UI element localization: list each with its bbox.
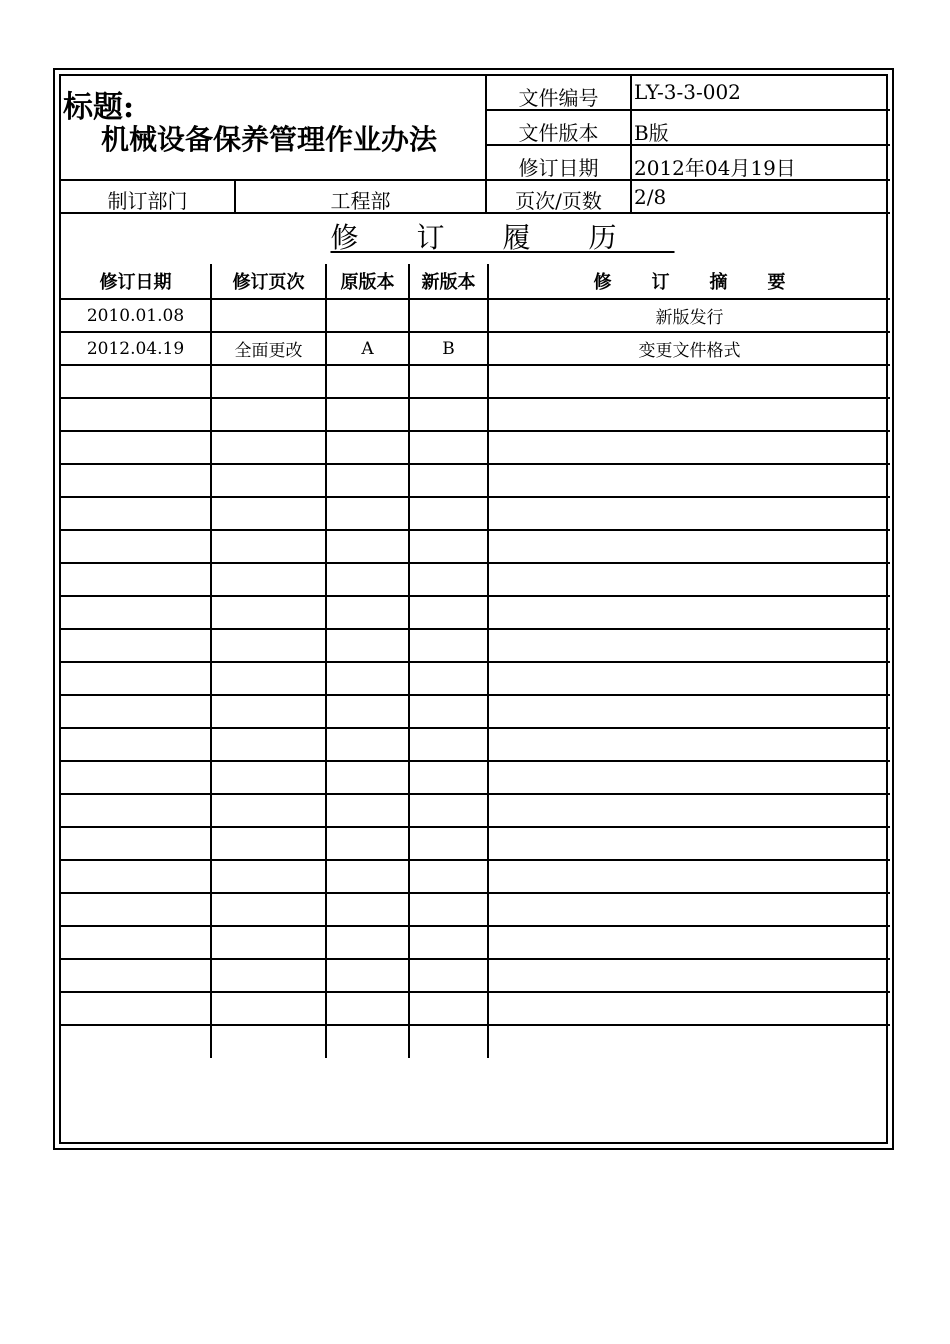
revision-page-cell (211, 398, 326, 431)
column-header-revision-page: 修订页次 (211, 264, 326, 299)
revision-date-cell (61, 761, 211, 794)
new-version-cell (409, 926, 488, 959)
summary-cell (488, 827, 890, 860)
old-version-cell (326, 629, 409, 662)
summary-cell: 变更文件格式 (488, 332, 890, 365)
old-version-cell (326, 761, 409, 794)
table-row (61, 299, 890, 332)
table-row-empty (61, 662, 890, 695)
revision-date-cell (61, 464, 211, 497)
summary-cell (488, 893, 890, 926)
new-version-cell (409, 827, 488, 860)
revision-page-cell (211, 431, 326, 464)
revision-date-cell (61, 860, 211, 893)
revision-page-cell (211, 992, 326, 1025)
revision-page-cell (211, 959, 326, 992)
column-header-new-version: 新版本 (409, 264, 488, 299)
summary-cell (488, 497, 890, 530)
column-header-summary: 修订摘要 (488, 264, 890, 299)
document-frame (53, 68, 894, 1150)
table-row-empty (61, 695, 890, 728)
old-version-cell (326, 695, 409, 728)
title-label: 标题: (63, 90, 135, 125)
old-version-cell (326, 728, 409, 761)
table-row (61, 332, 890, 365)
summary-cell (488, 629, 890, 662)
table-row-empty (61, 1025, 890, 1058)
new-version-cell (409, 464, 488, 497)
revision-history-title: 修订履历 (330, 221, 675, 254)
summary-cell (488, 761, 890, 794)
summary-cell (488, 992, 890, 1025)
revision-date-cell (61, 695, 211, 728)
new-version-cell (409, 431, 488, 464)
new-version-cell (409, 629, 488, 662)
old-version-cell (326, 992, 409, 1025)
revision-page-cell (211, 563, 326, 596)
revision-date-cell (61, 926, 211, 959)
revision-date-cell (61, 794, 211, 827)
revision-date-cell (61, 728, 211, 761)
summary-cell (488, 596, 890, 629)
table-row-empty (61, 860, 890, 893)
revision-page-cell (211, 299, 326, 332)
revision-page-cell (211, 728, 326, 761)
old-version-cell (326, 431, 409, 464)
revision-date-cell: 2010.01.08 (61, 299, 211, 332)
old-version-cell (326, 1025, 409, 1058)
column-header-old-version: 原版本 (326, 264, 409, 299)
revision-date-cell (61, 827, 211, 860)
old-version-cell (326, 365, 409, 398)
revision-page-cell (211, 893, 326, 926)
summary-cell (488, 728, 890, 761)
new-version-cell (409, 959, 488, 992)
summary-cell (488, 530, 890, 563)
table-row-empty (61, 827, 890, 860)
revision-page-cell (211, 464, 326, 497)
summary-cell (488, 1025, 890, 1058)
summary-cell (488, 794, 890, 827)
new-version-cell (409, 530, 488, 563)
table-row-empty (61, 959, 890, 992)
revision-page-cell: 全面更改 (211, 332, 326, 365)
revision-page-cell (211, 860, 326, 893)
old-version-cell: A (326, 332, 409, 365)
revision-date-cell (61, 629, 211, 662)
revision-date-cell (61, 596, 211, 629)
old-version-cell (326, 827, 409, 860)
old-version-cell (326, 794, 409, 827)
revision-date-cell (61, 893, 211, 926)
old-version-cell (326, 398, 409, 431)
table-row-empty (61, 992, 890, 1025)
summary-cell (488, 860, 890, 893)
revision-date-cell (61, 530, 211, 563)
old-version-cell (326, 926, 409, 959)
old-version-cell (326, 662, 409, 695)
new-version-cell: B (409, 332, 488, 365)
summary-cell (488, 563, 890, 596)
old-version-cell (326, 497, 409, 530)
revision-date-cell (61, 431, 211, 464)
revision-date-cell: 2012.04.19 (61, 332, 211, 365)
summary-cell (488, 464, 890, 497)
new-version-cell (409, 860, 488, 893)
table-row-empty (61, 431, 890, 464)
table-row-empty (61, 794, 890, 827)
summary-cell (488, 662, 890, 695)
table-row-empty (61, 365, 890, 398)
summary-cell (488, 926, 890, 959)
doc-number-label: 文件编号 (518, 86, 599, 110)
new-version-cell (409, 365, 488, 398)
new-version-cell (409, 596, 488, 629)
summary-cell (488, 365, 890, 398)
old-version-cell (326, 893, 409, 926)
summary-cell (488, 398, 890, 431)
table-row-empty (61, 629, 890, 662)
new-version-cell (409, 992, 488, 1025)
table-row-empty (61, 563, 890, 596)
new-version-cell (409, 1025, 488, 1058)
document-inner-frame (59, 74, 888, 1144)
old-version-cell (326, 563, 409, 596)
revision-date-cell (61, 563, 211, 596)
table-row-empty (61, 893, 890, 926)
table-row-empty (61, 596, 890, 629)
dept-value: 工程部 (330, 189, 391, 213)
revision-page-cell (211, 530, 326, 563)
new-version-cell (409, 398, 488, 431)
revision-page-cell (211, 695, 326, 728)
new-version-cell (409, 761, 488, 794)
revision-date-cell (61, 365, 211, 398)
new-version-cell (409, 299, 488, 332)
revision-page-cell (211, 761, 326, 794)
table-row-empty (61, 728, 890, 761)
table-row-empty (61, 530, 890, 563)
revision-date-cell (61, 992, 211, 1025)
old-version-cell (326, 530, 409, 563)
revision-page-cell (211, 926, 326, 959)
revision-page-cell (211, 1025, 326, 1058)
page-value: 2/8 (634, 185, 667, 209)
old-version-cell (326, 464, 409, 497)
new-version-cell (409, 497, 488, 530)
column-header-revision-date: 修订日期 (61, 264, 211, 299)
revision-page-cell (211, 794, 326, 827)
revision-date-cell (61, 959, 211, 992)
new-version-cell (409, 794, 488, 827)
revision-date-label: 修订日期 (518, 156, 599, 180)
summary-cell (488, 695, 890, 728)
document-title: 机械设备保养管理作业办法 (101, 123, 438, 156)
summary-cell (488, 431, 890, 464)
revision-page-cell (211, 596, 326, 629)
old-version-cell (326, 959, 409, 992)
old-version-cell (326, 860, 409, 893)
revision-date-cell (61, 662, 211, 695)
old-version-cell (326, 596, 409, 629)
table-header-row (61, 264, 890, 299)
revision-page-cell (211, 827, 326, 860)
table-row-empty (61, 398, 890, 431)
doc-version-value: B版 (634, 121, 669, 145)
revision-page-cell (211, 365, 326, 398)
new-version-cell (409, 695, 488, 728)
summary-cell: 新版发行 (488, 299, 890, 332)
new-version-cell (409, 728, 488, 761)
summary-cell (488, 959, 890, 992)
new-version-cell (409, 893, 488, 926)
dept-label: 制订部门 (107, 189, 188, 213)
table-row-empty (61, 497, 890, 530)
page-label: 页次/页数 (515, 189, 602, 213)
revision-date-cell (61, 398, 211, 431)
revision-page-cell (211, 662, 326, 695)
table-row-empty (61, 926, 890, 959)
new-version-cell (409, 662, 488, 695)
table-row-empty (61, 464, 890, 497)
table-row-empty (61, 761, 890, 794)
revision-date-cell (61, 497, 211, 530)
doc-version-label: 文件版本 (518, 121, 599, 145)
revision-date-value: 2012年04月19日 (634, 156, 796, 180)
revision-page-cell (211, 629, 326, 662)
revision-history-table (61, 264, 890, 1058)
revision-page-cell (211, 497, 326, 530)
doc-number-value: LY-3-3-002 (634, 80, 741, 104)
old-version-cell (326, 299, 409, 332)
new-version-cell (409, 563, 488, 596)
revision-date-cell (61, 1025, 211, 1058)
